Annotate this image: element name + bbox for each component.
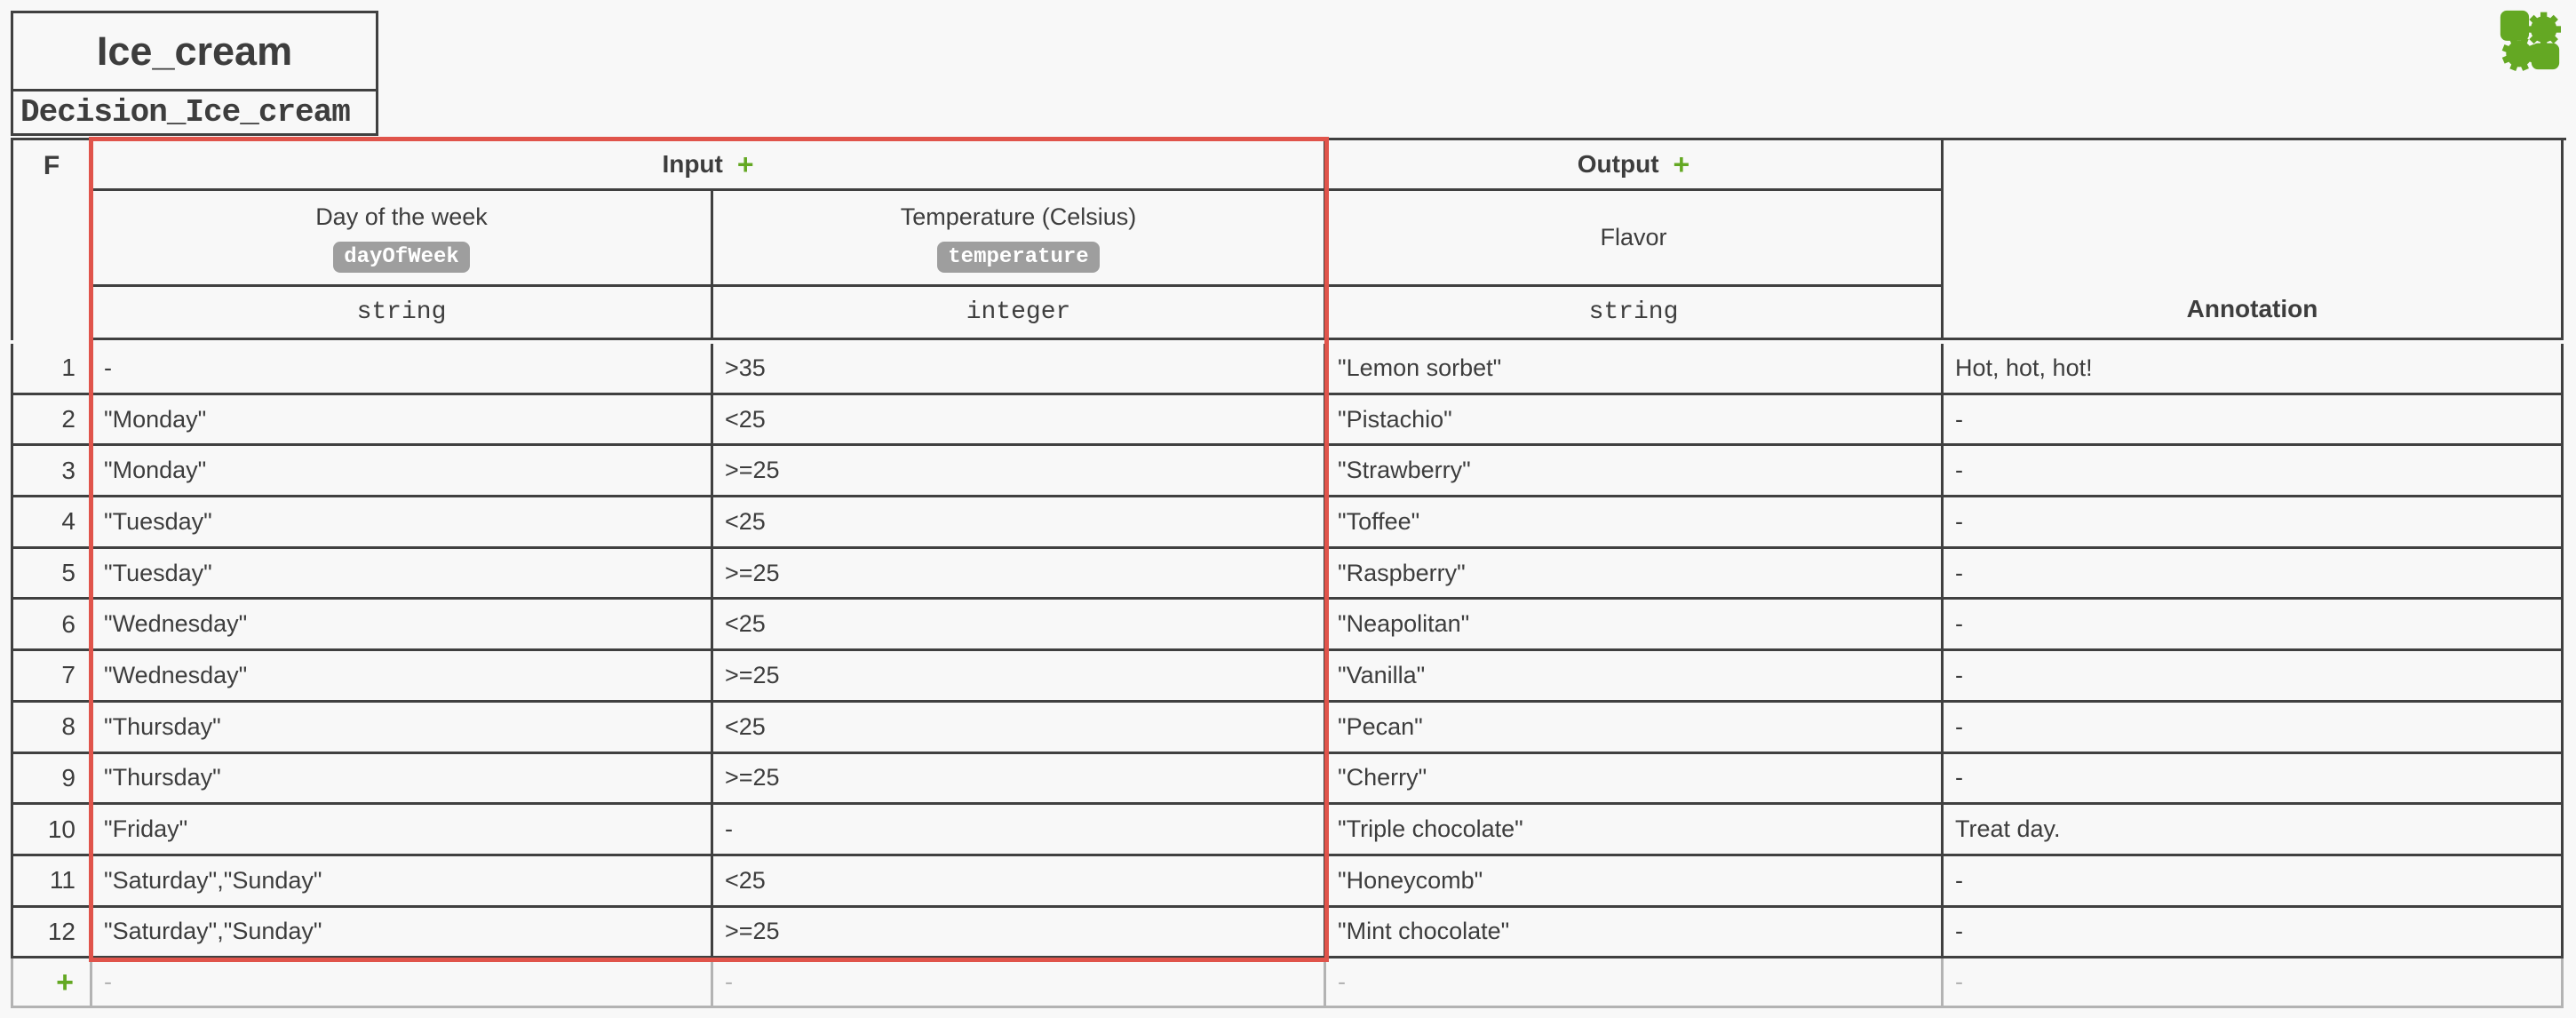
- decision-header-box: [11, 11, 378, 136]
- annotation-cell[interactable]: -: [1944, 856, 2564, 908]
- add-rule-placeholder-temperature[interactable]: -: [713, 958, 1326, 1008]
- input-column-header-temperature[interactable]: [713, 191, 1326, 287]
- input-section-label: Input: [662, 150, 723, 178]
- rule-number[interactable]: 3: [11, 446, 92, 497]
- input-label: Temperature (Celsius): [900, 203, 1137, 230]
- output-entry-cell[interactable]: "Toffee": [1326, 497, 1944, 549]
- input-entry-cell[interactable]: <25: [713, 600, 1326, 651]
- annotation-header-label: Annotation: [2186, 295, 2318, 322]
- output-entry-cell[interactable]: "Vanilla": [1326, 651, 1944, 703]
- add-output-button[interactable]: +: [1673, 148, 1690, 180]
- input-entry-cell[interactable]: >=25: [713, 651, 1326, 703]
- output-entry-cell[interactable]: "Mint chocolate": [1326, 908, 1944, 959]
- rule-number[interactable]: 1: [11, 344, 92, 395]
- output-entry-cell[interactable]: "Honeycomb": [1326, 856, 1944, 908]
- input-entry-cell[interactable]: "Monday": [92, 446, 713, 497]
- annotation-column-header: [1944, 140, 2564, 340]
- annotation-cell[interactable]: -: [1944, 395, 2564, 447]
- output-section-header: [1326, 140, 1944, 191]
- input-entry-cell[interactable]: <25: [713, 395, 1326, 447]
- add-rule-button[interactable]: +: [11, 958, 92, 1008]
- input-entry-cell[interactable]: "Tuesday": [92, 549, 713, 600]
- input-expression-badge: dayOfWeek: [333, 242, 470, 273]
- rule-number[interactable]: 9: [11, 754, 92, 806]
- output-entry-cell[interactable]: "Neapolitan": [1326, 600, 1944, 651]
- add-input-button[interactable]: +: [736, 148, 754, 180]
- output-section-label: Output: [1577, 150, 1659, 178]
- input-entry-cell[interactable]: "Saturday","Sunday": [92, 856, 713, 908]
- add-rule-placeholder-day[interactable]: -: [92, 958, 713, 1008]
- annotation-cell[interactable]: -: [1944, 703, 2564, 754]
- rule-number[interactable]: 5: [11, 549, 92, 600]
- output-label: Flavor: [1600, 224, 1667, 251]
- input-entry-cell[interactable]: >=25: [713, 754, 1326, 806]
- add-rule-placeholder-flavor[interactable]: -: [1326, 958, 1944, 1008]
- add-rule-placeholder-annotation[interactable]: -: [1944, 958, 2564, 1008]
- annotation-cell[interactable]: -: [1944, 651, 2564, 703]
- input-expression-badge: temperature: [937, 242, 1099, 273]
- annotation-cell[interactable]: -: [1944, 600, 2564, 651]
- output-column-header-flavor[interactable]: [1326, 191, 1944, 287]
- input-entry-cell[interactable]: "Wednesday": [92, 651, 713, 703]
- rule-number[interactable]: 7: [11, 651, 92, 703]
- input-entry-cell[interactable]: "Friday": [92, 805, 713, 856]
- rule-number[interactable]: 2: [11, 395, 92, 447]
- input-entry-cell[interactable]: <25: [713, 856, 1326, 908]
- rule-number[interactable]: 12: [11, 908, 92, 959]
- rule-number[interactable]: 4: [11, 497, 92, 549]
- input-entry-cell[interactable]: -: [713, 805, 1326, 856]
- annotation-cell[interactable]: Hot, hot, hot!: [1944, 344, 2564, 395]
- rule-number[interactable]: 6: [11, 600, 92, 651]
- input-entry-cell[interactable]: "Wednesday": [92, 600, 713, 651]
- dmn-gears-icon: [2499, 9, 2561, 71]
- output-entry-cell[interactable]: "Pecan": [1326, 703, 1944, 754]
- input-entry-cell[interactable]: >=25: [713, 908, 1326, 959]
- annotation-cell[interactable]: -: [1944, 754, 2564, 806]
- input-entry-cell[interactable]: "Tuesday": [92, 497, 713, 549]
- output-entry-cell[interactable]: "Lemon sorbet": [1326, 344, 1944, 395]
- input-entry-cell[interactable]: "Monday": [92, 395, 713, 447]
- input-entry-cell[interactable]: <25: [713, 703, 1326, 754]
- rule-number[interactable]: 11: [11, 856, 92, 908]
- annotation-cell[interactable]: -: [1944, 549, 2564, 600]
- input-entry-cell[interactable]: >=25: [713, 446, 1326, 497]
- input-entry-cell[interactable]: >=25: [713, 549, 1326, 600]
- input-entry-cell[interactable]: -: [92, 344, 713, 395]
- decision-name[interactable]: Ice_cream: [96, 28, 293, 74]
- input-entry-cell[interactable]: "Saturday","Sunday": [92, 908, 713, 959]
- annotation-cell[interactable]: -: [1944, 497, 2564, 549]
- decision-id[interactable]: Decision_Ice_cream: [13, 89, 376, 133]
- input-label: Day of the week: [315, 203, 488, 230]
- input-entry-cell[interactable]: >35: [713, 344, 1326, 395]
- annotation-cell[interactable]: -: [1944, 446, 2564, 497]
- output-entry-cell[interactable]: "Triple chocolate": [1326, 805, 1944, 856]
- output-entry-cell[interactable]: "Strawberry": [1326, 446, 1944, 497]
- decision-table: [11, 138, 2566, 1008]
- hit-policy-cell[interactable]: F: [11, 140, 92, 340]
- rule-number[interactable]: 10: [11, 805, 92, 856]
- input-type-cell[interactable]: integer: [713, 287, 1326, 340]
- input-entry-cell[interactable]: <25: [713, 497, 1326, 549]
- annotation-cell[interactable]: -: [1944, 908, 2564, 959]
- input-column-header-day[interactable]: [92, 191, 713, 287]
- output-type-cell[interactable]: string: [1326, 287, 1944, 340]
- input-type-cell[interactable]: string: [92, 287, 713, 340]
- output-entry-cell[interactable]: "Raspberry": [1326, 549, 1944, 600]
- input-entry-cell[interactable]: "Thursday": [92, 754, 713, 806]
- output-entry-cell[interactable]: "Cherry": [1326, 754, 1944, 806]
- input-section-header: [92, 140, 1326, 191]
- output-entry-cell[interactable]: "Pistachio": [1326, 395, 1944, 447]
- annotation-cell[interactable]: Treat day.: [1944, 805, 2564, 856]
- rule-number[interactable]: 8: [11, 703, 92, 754]
- input-entry-cell[interactable]: "Thursday": [92, 703, 713, 754]
